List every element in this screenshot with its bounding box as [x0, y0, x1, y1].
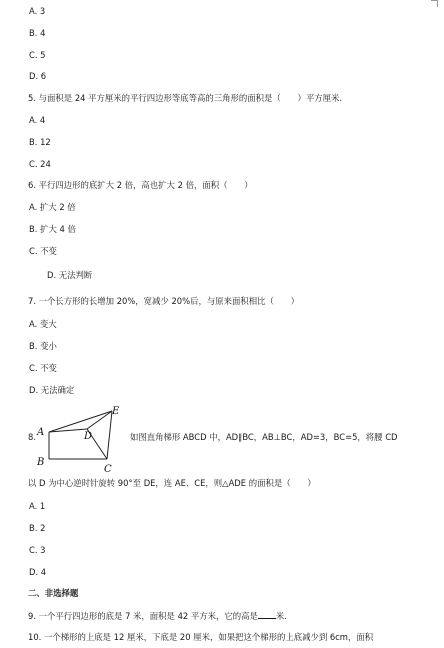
- q6-option-b: B. 扩大 4 倍: [29, 224, 76, 234]
- trapezoid-figure: [32, 401, 128, 473]
- label-c: C: [104, 464, 112, 473]
- q7-stem: 7. 一个长方形的长增加 20%，宽减少 20%后，与原来面积相比（ ）: [28, 296, 299, 306]
- segment-ce: [107, 411, 112, 459]
- q9-answer-blank: [258, 610, 276, 619]
- q9-text: 9. 一个平行四边形的底是 7 米，面积是 42 平方米，它的高是: [28, 611, 258, 621]
- q4-option-b: B. 4: [29, 28, 46, 38]
- label-a: A: [37, 427, 45, 438]
- label-e: E: [112, 406, 120, 417]
- q8-stem-continued: 以 D 为中心逆时针旋转 90°至 DE，连 AE、CE，则△ADE 的面积是（ ）: [28, 478, 316, 488]
- section-heading: 二、非选择题: [28, 588, 79, 598]
- q4-option-a: A. 3: [29, 6, 46, 16]
- q6-option-d: D. 无法判断: [47, 270, 93, 280]
- q7-option-b: B. 变小: [29, 341, 57, 351]
- q7-option-d: D. 无法确定: [29, 385, 75, 395]
- label-d: D: [84, 431, 93, 442]
- q5-option-c: C. 24: [29, 159, 51, 169]
- q7-option-a: A. 变大: [29, 319, 57, 329]
- label-b: B: [37, 457, 45, 468]
- q9-unit: 米.: [275, 611, 287, 621]
- q5-stem: 5. 与面积是 24 平方厘米的平行四边形等底等高的三角形的面积是（ ）平方厘米.: [28, 93, 343, 103]
- q4-option-d: D. 6: [29, 71, 47, 81]
- q8-option-c: C. 3: [29, 545, 46, 555]
- q9-stem: [28, 610, 287, 622]
- q8-option-b: B. 2: [29, 523, 46, 533]
- q5-option-b: B. 12: [29, 137, 51, 147]
- q6-option-c: C. 不变: [29, 246, 57, 256]
- q4-option-c: C. 5: [29, 50, 46, 60]
- q8-option-a: A. 1: [29, 501, 46, 511]
- page-corner-mark: [431, 0, 438, 7]
- q10-stem: 10. 一个梯形的上底是 12 厘米，下底是 20 厘米，如果把这个梯形的上底减少到 6cm，面积: [28, 632, 374, 642]
- q8-option-d: D. 4: [29, 567, 47, 577]
- q7-option-c: C. 不变: [29, 363, 57, 373]
- q8-number: 8.: [28, 432, 36, 442]
- q6-option-a: A. 扩大 2 倍: [29, 202, 76, 212]
- segment-de: [87, 411, 112, 429]
- q8-stem: 如图直角梯形 ABCD 中，AD∥BC，AB⊥BC，AD=3，BC=5，将腰 CD: [130, 432, 398, 442]
- q5-option-a: A. 4: [29, 115, 46, 125]
- segment-ae: [49, 411, 112, 432]
- q6-stem: 6. 平行四边形的底扩大 2 倍，高也扩大 2 倍，面积（ ）: [28, 180, 253, 190]
